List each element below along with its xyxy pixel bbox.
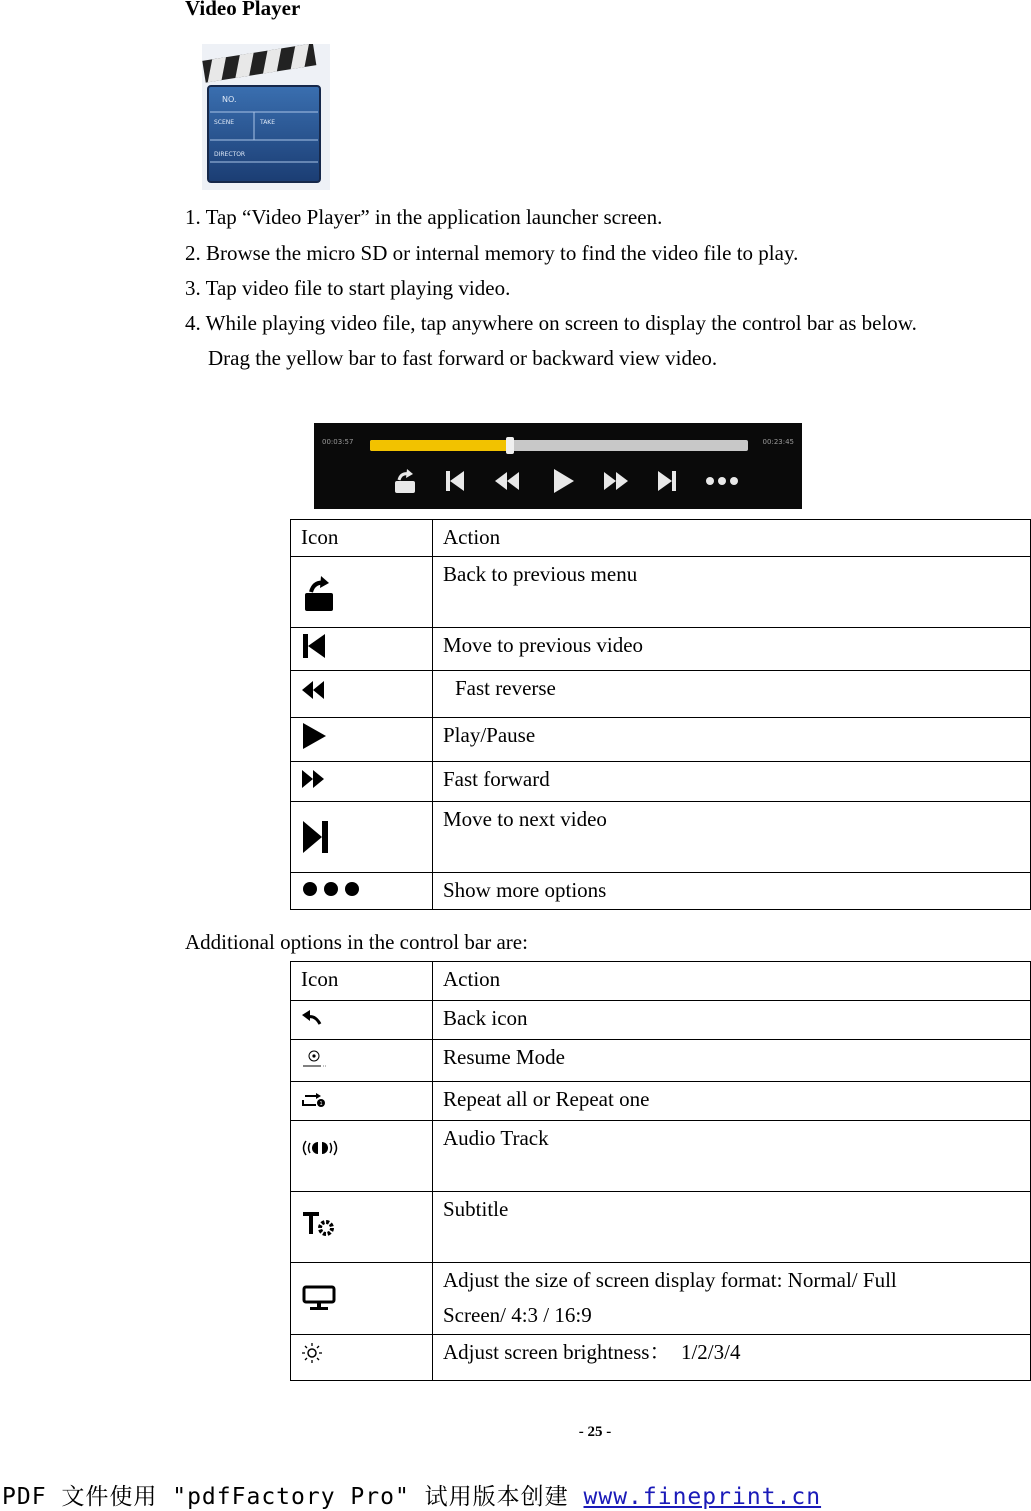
step-4-continued: Drag the yellow bar to fast forward or backward view video. <box>208 346 718 370</box>
action-cell: Adjust screen brightness： 1/2/3/4 <box>433 1335 1031 1381</box>
audio-track-icon <box>301 1139 339 1157</box>
action-cell: Fast forward <box>433 762 1031 802</box>
svg-text:SCENE: SCENE <box>214 119 235 126</box>
control-bar <box>314 423 802 509</box>
table-row <box>291 1335 1031 1381</box>
step-3: 3. Tap video file to start playing video. <box>185 276 511 300</box>
svg-text:TAKE: TAKE <box>260 119 276 126</box>
previous-video-icon <box>301 633 327 659</box>
rewind-button[interactable] <box>492 466 522 496</box>
table-row <box>291 718 1031 762</box>
table-row <box>291 802 1031 873</box>
total-time: 00:23:45 <box>762 438 794 446</box>
brightness-icon <box>301 1342 323 1364</box>
table-row <box>291 1263 1031 1335</box>
table-header-action: Action <box>433 962 1031 1001</box>
table-row <box>291 628 1031 671</box>
action-cell: Resume Mode <box>433 1040 1031 1082</box>
table-header-icon: Icon <box>291 962 433 1001</box>
step-2: 2. Browse the micro SD or internal memory to find the video file to play. <box>185 241 799 265</box>
table-row <box>291 873 1031 910</box>
footer-text: PDF 文件使用 "pdfFactory Pro" 试用版本创建 <box>2 1484 584 1510</box>
table-row <box>291 1040 1031 1082</box>
action-text-line-2: Screen/ 4:3 / 16:9 <box>443 1303 592 1327</box>
back-to-menu-icon <box>301 571 341 615</box>
table-row <box>291 1082 1031 1121</box>
seek-bar[interactable] <box>370 440 748 451</box>
seek-bar-fill <box>370 440 510 451</box>
repeat-icon <box>301 1093 327 1109</box>
action-cell: Subtitle <box>433 1192 1031 1263</box>
table-row <box>291 1192 1031 1263</box>
pdf-footer <box>2 1478 821 1511</box>
action-text-line-1: Adjust the size of screen display format: Normal/ Full <box>443 1268 897 1292</box>
action-cell: Back icon <box>433 1001 1031 1040</box>
clapperboard-icon <box>196 44 330 190</box>
table-header-icon: Icon <box>291 520 433 557</box>
display-format-icon <box>301 1285 337 1311</box>
svg-text:NO.: NO. <box>222 95 237 104</box>
fast-reverse-icon <box>301 679 325 701</box>
elapsed-time: 00:03:57 <box>322 438 354 446</box>
action-cell: Back to previous menu <box>433 557 1031 628</box>
page-title: Video Player <box>185 0 301 20</box>
action-cell <box>433 1263 1031 1335</box>
step-4: 4. While playing video file, tap anywhere on screen to display the control bar as below. <box>185 311 917 335</box>
action-cell: Audio Track <box>433 1121 1031 1192</box>
table-row <box>291 1001 1031 1040</box>
resume-mode-icon <box>301 1048 329 1070</box>
action-cell: Move to previous video <box>433 628 1031 671</box>
action-cell: Show more options <box>433 873 1031 910</box>
back-to-menu-button[interactable] <box>390 466 420 496</box>
action-cell: Move to next video <box>433 802 1031 873</box>
previous-button[interactable] <box>440 466 470 496</box>
back-arrow-icon <box>301 1009 323 1027</box>
next-button[interactable] <box>652 466 682 496</box>
action-cell: Fast reverse <box>433 671 1031 718</box>
table-row <box>291 671 1031 718</box>
table-row <box>291 557 1031 628</box>
page-number: - 25 - <box>578 1424 612 1440</box>
more-options-icon <box>301 881 361 897</box>
control-bar-icons-table <box>290 519 1031 910</box>
svg-text:1: 1 <box>319 1101 323 1107</box>
play-pause-icon <box>301 722 327 750</box>
fast-forward-button[interactable] <box>601 466 631 496</box>
next-video-icon <box>301 820 331 854</box>
more-options-button[interactable] <box>704 466 740 496</box>
table-row <box>291 1121 1031 1192</box>
table-row <box>291 762 1031 802</box>
action-cell: Repeat all or Repeat one <box>433 1082 1031 1121</box>
additional-options-intro: Additional options in the control bar are: <box>185 930 528 954</box>
fast-forward-icon <box>301 768 325 790</box>
step-1: 1. Tap “Video Player” in the application launcher screen. <box>185 205 663 229</box>
additional-options-table <box>290 961 1031 1381</box>
table-header-action: Action <box>433 520 1031 557</box>
play-button[interactable] <box>548 466 578 496</box>
seek-bar-handle[interactable] <box>506 437 514 454</box>
svg-text:DIRECTOR: DIRECTOR <box>214 151 246 158</box>
subtitle-icon <box>301 1210 337 1238</box>
footer-link[interactable]: www.fineprint.cn <box>583 1484 822 1510</box>
action-cell: Play/Pause <box>433 718 1031 762</box>
